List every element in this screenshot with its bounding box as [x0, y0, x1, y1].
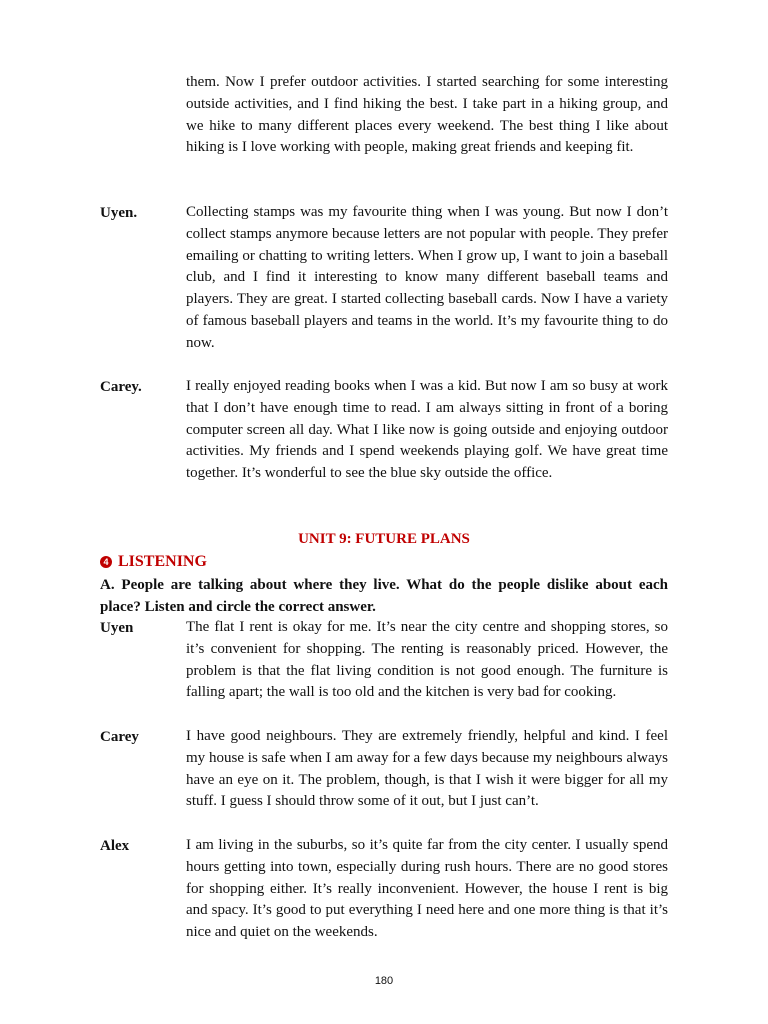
listening-text: I have good neighbours. They are extremely friendly, helpful and kind. I feel my house is safe when I am away for a few days because my neighbours always have an eye on it. The problem, though, is that I wish it were bigger for all my stuff. I guess I should throw some of it out, but I just can’t. — [186, 728, 668, 810]
unit-title: UNIT 9: FUTURE PLANS — [298, 531, 470, 547]
listening-carey — [100, 726, 668, 813]
speaker-name: Uyen. — [100, 205, 138, 221]
passage-uyen — [100, 202, 668, 355]
listening-text: The flat I rent is okay for me. It’s near the city centre and shopping stores, so it’s convenient for shopping. The renting is reasonably priced. However, the problem is that the flat living condition is not good enough. The furniture is falling apart; the wall is too old and the kitchen is very bad for cooking. — [186, 619, 668, 701]
passage-continuation — [100, 72, 668, 159]
speaker-name: Alex — [100, 838, 130, 854]
section-number-badge: 4 — [100, 556, 112, 568]
section-heading — [100, 552, 207, 572]
section-title: LISTENING — [118, 553, 207, 570]
passage-text: I really enjoyed reading books when I was a kid. But now I am so busy at work that I don’t have enough time to read. I am always sitting in front of a boring computer screen all day. What I like now is going outside and enjoying outdoor activities. My friends and I spend weekends playing golf. We have great time together. It’s wonderful to see the blue sky outside the office. — [186, 378, 668, 482]
listening-alex — [100, 835, 668, 944]
exercise-instruction: A. People are talking about where they live. What do the people dislike about each place? Listen and circle the correct answer. — [100, 577, 668, 615]
speaker-name: Carey — [100, 729, 139, 745]
passage-carey — [100, 376, 668, 485]
listening-text: I am living in the suburbs, so it’s quite far from the city center. I usually spend hours getting into town, especially during rush hours. There are no good stores for shopping either. It’s really inconvenient. However, the house I rent is big and spacy. It’s good to put everything I need here and one more thing is that it’s nice and quiet on the weekends. — [186, 837, 668, 941]
passage-text: Collecting stamps was my favourite thing when I was young. But now I don’t collect stamps anymore because letters are not popular with people. They prefer emailing or chatting to writing letters. When I grow up, I want to join a baseball club, and I find it interesting to know many different baseball teams and players. They are great. I started collecting baseball cards. Now I have a variety of famous baseball players and teams in the world. It’s my favourite thing to do now. — [186, 204, 668, 351]
passage-text: them. Now I prefer outdoor activities. I started searching for some interesting outside activities, and I find hiking the best. I take part in a hiking group, and we hike to many different places every weekend. The best thing I like about hiking is I love working with people, making great friends and keeping fit. — [186, 74, 668, 156]
page-number: 180 — [374, 975, 394, 987]
speaker-name: Carey. — [100, 379, 142, 395]
speaker-name: Uyen — [100, 620, 134, 636]
listening-uyen — [100, 617, 668, 704]
